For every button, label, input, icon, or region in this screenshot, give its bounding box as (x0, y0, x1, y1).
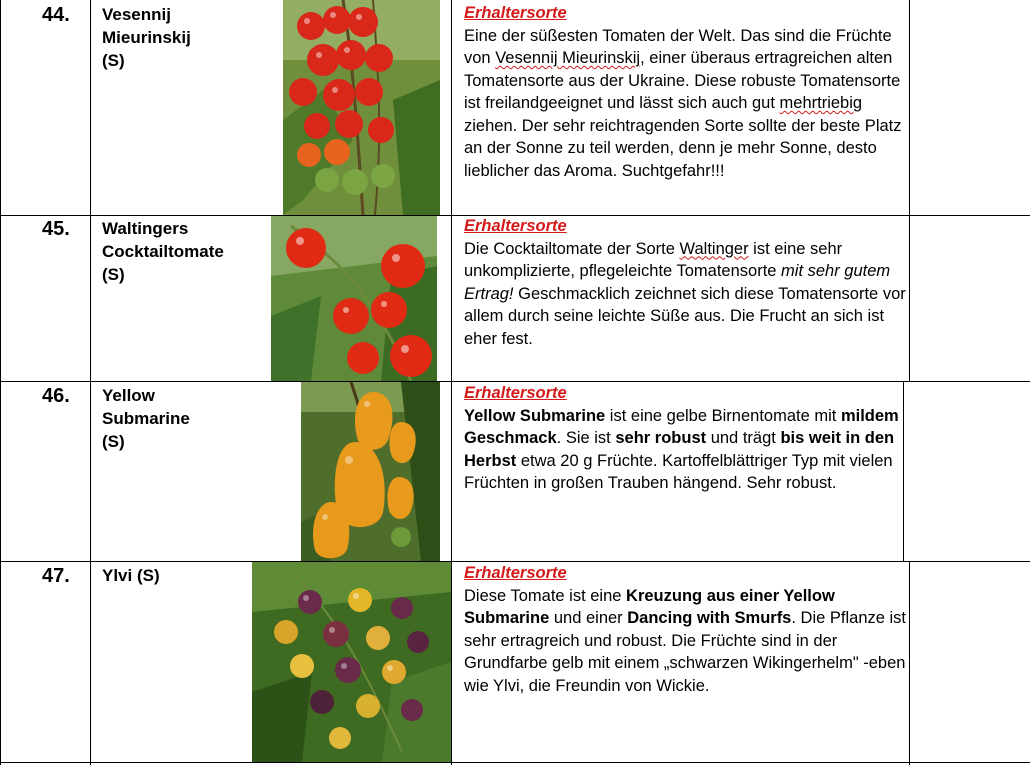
table-divider-name (90, 0, 91, 765)
row-number: 47. (42, 565, 70, 587)
desc-text-italic: mit sehr gutem Ertrag! (464, 262, 891, 303)
desc-text: . Sie ist (556, 429, 616, 447)
desc-text: etwa 20 g Früchte. Kartoffelblättriger Typ mit vielen Früchten in großen Trauben hängend. Sehr robust. (464, 451, 893, 492)
variety-name (102, 217, 272, 286)
variety-name-line: Cocktailtomate (102, 242, 224, 261)
variety-description (464, 382, 906, 495)
variety-name-line: Yellow (102, 386, 155, 405)
desc-text: ist eine sehr unkomplizierte, pflegeleichte Tomatensorte (464, 239, 843, 280)
table-divider-desc (451, 0, 452, 765)
desc-text: und trägt (706, 429, 781, 447)
variety-name-line: (S) (102, 432, 125, 451)
row-number: 45. (42, 218, 70, 240)
desc-text-bold: mildem Geschmack (464, 406, 899, 447)
variety-name-line: Vesennij (102, 5, 171, 24)
table-divider-extra (909, 0, 910, 382)
purple-yellow-cherry-tomato-photo (252, 562, 451, 762)
desc-text: ziehen. Der sehr reichtragenden Sorte sollte der beste Platz an der Sonne zu teil werden, denn je mehr Sonne, desto lieblicher das Aroma. Suchtgefahr!!! (464, 116, 902, 180)
variety-description (464, 562, 906, 697)
variety-name (102, 3, 272, 72)
heritage-tag: Erhaltersorte (464, 4, 567, 22)
row-separator (0, 762, 1030, 763)
red-cocktail-tomato-photo (271, 216, 437, 381)
desc-text: Eine der süßesten Tomaten der Welt. Das sind die Früchte von (464, 26, 892, 67)
desc-text: . Die Pflanze ist sehr ertragreich und robust. Die Früchte sind in der Grundfarbe gelb mit einem „schwarzen Wikingerhelm" -eben wie Ylvi, die Freundin von Wickie. (464, 609, 907, 695)
desc-text: Diese Tomate ist eine (464, 586, 627, 605)
desc-text-bold: sehr robust (615, 429, 707, 447)
variety-name-line: Ylvi (S) (102, 566, 160, 585)
desc-text: Geschmacklich zeichnet sich diese Tomatensorte vor allem durch seine leichte Süße aus. Die Frucht an sich ist eher fest. (464, 284, 906, 348)
desc-text: , einer überaus ertragreichen alten Tomatensorte aus der Ukraine. Diese robuste Tomatensorte ist freilandgeeignet und lässt sich auch gut (464, 49, 901, 112)
row-number: 44. (42, 4, 70, 26)
desc-text-bold: bis weit in den Herbst (464, 429, 895, 470)
variety-description (464, 215, 906, 350)
desc-text-bold: Yellow Submarine (464, 406, 606, 425)
variety-name-line: Mieurinskij (102, 28, 191, 47)
variety-name-line: (S) (102, 265, 125, 284)
desc-text: ist eine gelbe Birnentomate mit (605, 406, 841, 425)
table-border-left (0, 0, 1, 765)
heritage-tag: Erhaltersorte (464, 384, 567, 402)
desc-text: Die Cocktailtomate der Sorte (464, 239, 680, 258)
variety-name-line: Submarine (102, 409, 190, 428)
yellow-pear-tomato-photo (301, 382, 440, 561)
row-number: 46. (42, 385, 70, 407)
desc-text-spellcheck: Waltinger (679, 239, 749, 258)
desc-text-spellcheck: mehrtriebig (779, 94, 863, 112)
desc-text-bold: Dancing with Smurfs (627, 609, 792, 627)
desc-text: und einer (549, 609, 628, 627)
variety-name-line: Waltingers (102, 219, 189, 238)
variety-name-line: (S) (102, 51, 125, 70)
variety-description (464, 2, 906, 182)
heritage-tag: Erhaltersorte (464, 217, 567, 235)
desc-text-spellcheck: Vesennij Mieurinskij (495, 49, 641, 67)
desc-text-bold: Kreuzung aus einer Yellow Submarine (464, 586, 835, 627)
red-cherry-tomato-truss-photo (283, 0, 440, 215)
variety-name (102, 564, 272, 587)
heritage-tag: Erhaltersorte (464, 564, 567, 582)
table-divider-extra (909, 562, 910, 765)
variety-name (102, 384, 272, 453)
